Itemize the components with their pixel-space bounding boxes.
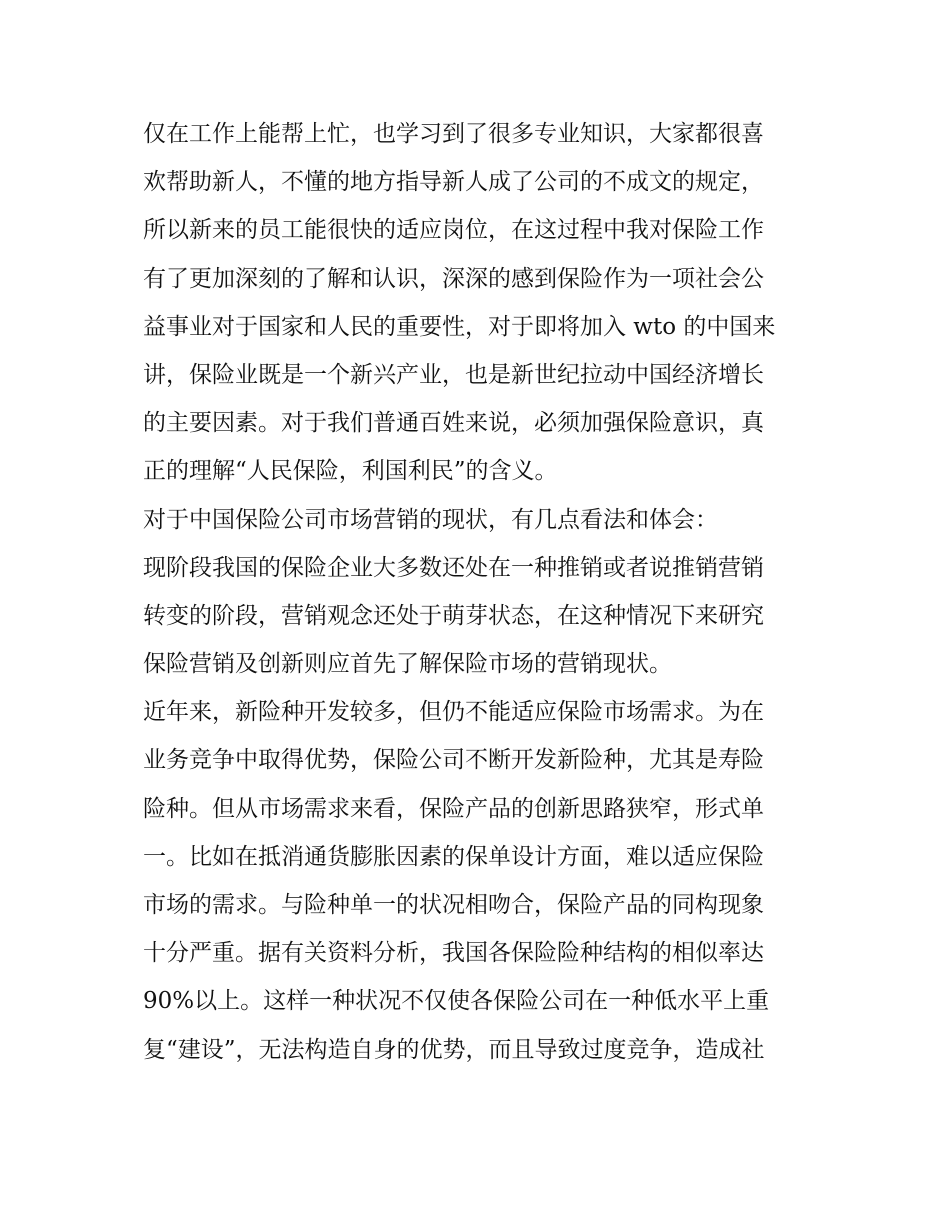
- text-line: 欢帮助新人，不懂的地方指导新人成了公司的不成文的规定，: [143, 169, 764, 196]
- text-line: 讲，保险业既是一个新兴产业，也是新世纪拉动中国经济增长: [143, 361, 764, 388]
- text-line: 近年来，新险种开发较多，但仍不能适应保险市场需求。为在: [143, 699, 764, 726]
- text-line: 益事业对于国家和人民的重要性，对于即将加入 wto 的中国来: [143, 313, 776, 340]
- text-line: 现阶段我国的保险企业大多数还处在一种推销或者说推销营销: [143, 554, 764, 581]
- text-line: 保险营销及创新则应首先了解保险市场的营销现状。: [143, 651, 672, 678]
- text-line: 业务竞争中取得优势，保险公司不断开发新险种，尤其是寿险: [143, 747, 764, 774]
- text-line: 仅在工作上能帮上忙，也学习到了很多专业知识，大家都很喜: [143, 121, 764, 147]
- text-line: 有了更加深刻的了解和认识，深深的感到保险作为一项社会公: [143, 265, 764, 292]
- text-line: 转变的阶段，营销观念还处于萌芽状态，在这种情况下来研究: [143, 602, 764, 629]
- text-line: 市场的需求。与险种单一的状况相吻合，保险产品的同构现象: [143, 892, 764, 918]
- text-line: 90%以上。这样一种状况不仅使各保险公司在一种低水平上重: [143, 988, 770, 1015]
- text-line: 对于中国保险公司市场营销的现状，有几点看法和体会：: [143, 506, 718, 533]
- body-text: [143, 110, 823, 1074]
- text-line: 正的理解“人民保险，利国利民”的含义。: [143, 458, 558, 485]
- text-line: 十分严重。据有关资料分析，我国各保险险种结构的相似率达: [143, 940, 764, 967]
- text-line: 险种。但从市场需求来看，保险产品的创新思路狭窄，形式单: [143, 795, 764, 822]
- text-line: 复“建设”，无法构造自身的优势，而且导致过度竞争，造成社: [143, 1036, 765, 1063]
- text-line: 一。比如在抵消通货膨胀因素的保单设计方面，难以适应保险: [143, 843, 764, 870]
- text-line: 的主要因素。对于我们普通百姓来说，必须加强保险意识，真: [143, 410, 764, 437]
- text-line: 所以新来的员工能很快的适应岗位，在这过程中我对保险工作: [143, 217, 764, 244]
